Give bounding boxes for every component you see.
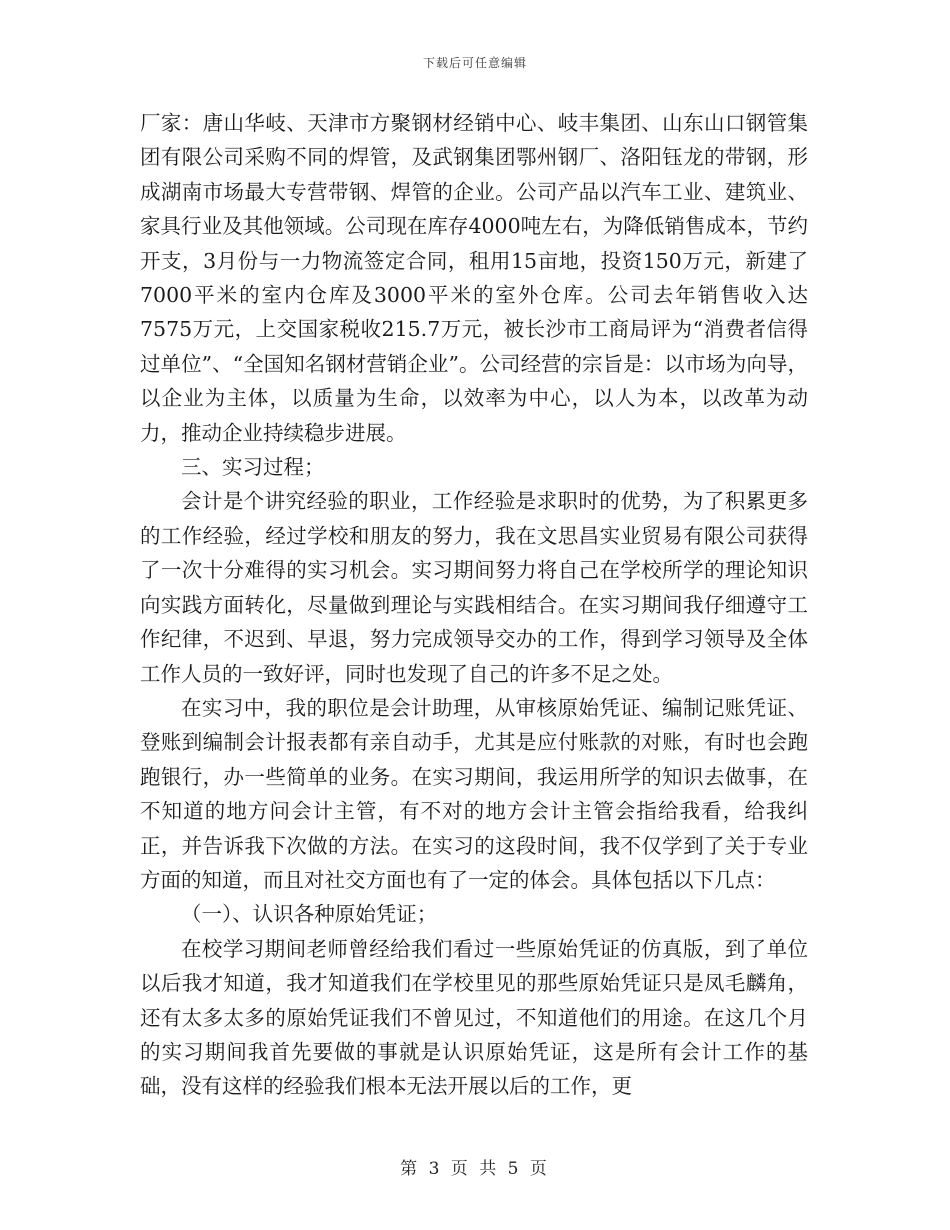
paragraph-original-vouchers: 在校学习期间老师曾经给我们看过一些原始凭证的仿真版，到了单位以后我才知道，我才知道我们在学校里见的那些原始凭证只是凤毛麟角，还有太多太多的原始凭证我们不曾见过，不知道他们的用途。在这几个月的实习期间我首先要做的事就是认识原始凭证，这是所有会计工作的基础，没有这样的经验我们根本无法开展以后的工作，更 (140, 936, 808, 1099)
document-body (140, 106, 808, 1104)
paragraph-company-suppliers: 厂家：唐山华岐、天津市方聚钢材经销中心、岐丰集团、山东山口钢管集团有限公司采购不同的焊管，及武钢集团鄂州钢厂、洛阳钰龙的带钢，形成湖南市场最大专营带钢、焊管的企业。公司产品以汽车工业、建筑业、家具行业及其他领域。公司现在库存4000吨左右，为降低销售成本，节约开支，3月份与一力物流签定合同，租用15亩地，投资150万元，新建了7000平米的室内仓库及3000平米的室外仓库。公司去年销售收入达7575万元，上交国家税收215.7万元，被长沙市工商局评为“消费者信得过单位”、“全国知名钢材营销企业”。公司经营的宗旨是：以市场为向导，以企业为主体，以质量为生命，以效率为中心，以人为本，以改革为动力，推动企业持续稳步进展。 (140, 111, 808, 445)
subheading-original-vouchers: （一）、认识各种原始凭证； (181, 902, 438, 927)
page-footer-number: 第 3 页 共 5 页 (400, 1159, 550, 1179)
page-header-note: 下载后可任意编辑 (422, 56, 527, 70)
paragraph-internship-opportunity: 会计是个讲究经验的职业，工作经验是求职时的优势，为了积累更多的工作经验，经过学校和朋友的努力，我在文思昌实业贸易有限公司获得了一次十分难得的实习机会。实习期间努力将自己在学校所学的理论知识向实践方面转化，尽量做到理论与实践相结合。在实习期间我仔细遵守工作纪律，不迟到、早退，努力完成领导交办的工作，得到学习领导及全体工作人员的一致好评，同时也发现了自己的许多不足之处。 (140, 489, 808, 686)
paragraph-internship-role: 在实习中，我的职位是会计助理，从审核原始凭证、编制记账凭证、登账到编制会计报表都有亲自动手，尤其是应付账款的对账，有时也会跑跑银行，办一些简单的业务。在实习期间，我运用所学的知识去做事，在不知道的地方问会计主管，有不对的地方会计主管会指给我看，给我纠正，并告诉我下次做的方法。在实习的这段时间，我不仅学到了关于专业方面的知道，而且对社交方面也有了一定的体会。具体包括以下几点： (140, 695, 808, 892)
section-heading-internship-process: 三、实习过程； (181, 455, 325, 480)
